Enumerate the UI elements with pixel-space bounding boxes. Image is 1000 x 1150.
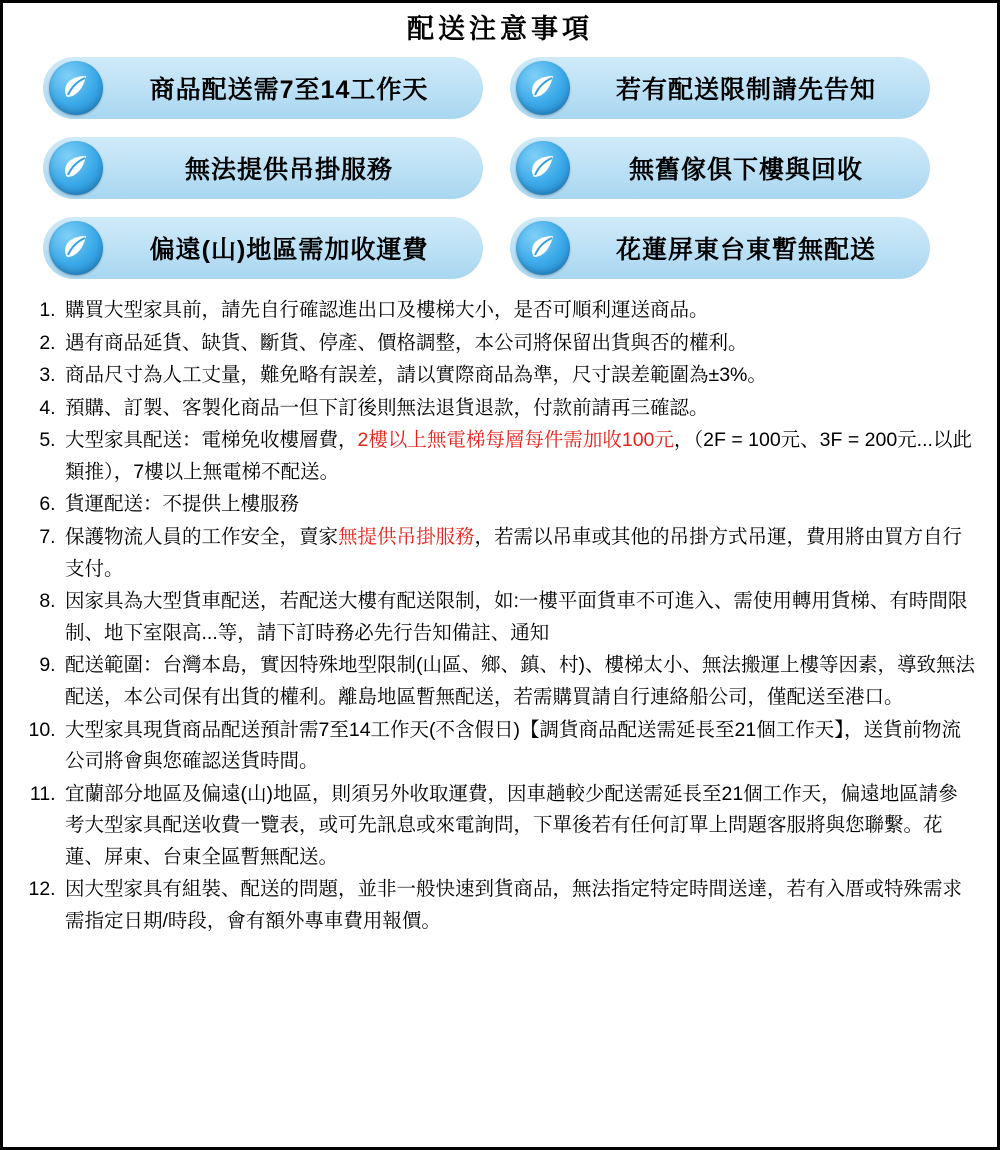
note-text: 遇有商品延貨、缺貨、斷貨、停產、價格調整，本公司將保留出貨與否的權利。	[65, 331, 748, 354]
leaf-check-icon	[516, 221, 570, 275]
note-text: 配送範圍：台灣本島，實因特殊地型限制(山區、鄉、鎮、村)、樓梯太小、無法搬運上樓等因素，導致無法配送，本公司保有出貨的權利。離島地區暫無配送，若需購買請自行連絡船公司，僅配送至港口。	[65, 654, 975, 708]
note-item	[61, 328, 975, 360]
badge-delivery-restriction	[510, 57, 930, 119]
note-item	[61, 295, 975, 327]
note-item	[61, 522, 975, 585]
note-item	[61, 650, 975, 713]
page-title-bar	[3, 3, 997, 49]
badge-remote-area-surcharge	[43, 217, 483, 279]
note-item	[61, 715, 975, 778]
note-text: 商品尺寸為人工丈量，難免略有誤差，請以實際商品為準，尺寸誤差範圍為±3%。	[65, 364, 767, 387]
note-text: 宜蘭部分地區及偏遠(山)地區，則須另外收取運費，因車趟較少配送需延長至21個工作天，偏遠地區請參考大型家具配送收費一覽表，或可先訊息或來電詢問，下單後若有任何訂單上問題客服將與您聯繫。花蓮、屏東、台東全區暫無配送。	[65, 782, 958, 868]
note-text: ，若需以吊車或其他的吊掛方式吊運，費用將由買方自行支付。	[65, 526, 963, 580]
leaf-check-icon	[516, 61, 570, 115]
note-item	[61, 393, 975, 425]
badge-no-old-furniture-removal	[510, 137, 930, 199]
note-item	[61, 779, 975, 874]
highlight-badge-grid	[3, 49, 997, 283]
note-text: 保護物流人員的工作安全，賣家	[65, 526, 339, 549]
note-text: 大型家具配送：電梯免收樓層費，	[65, 429, 358, 452]
leaf-check-icon	[49, 61, 103, 115]
badge-delivery-days	[43, 57, 483, 119]
badge-label: 無法提供吊掛服務	[184, 156, 393, 184]
badge-label: 商品配送需7至14工作天	[149, 76, 429, 104]
note-highlight-text: 無提供吊掛服務	[338, 526, 475, 549]
badge-label: 偏遠(山)地區需加收運費	[149, 236, 429, 264]
note-item	[61, 360, 975, 392]
notes-list	[3, 295, 997, 938]
leaf-check-icon	[516, 141, 570, 195]
note-text: 貨運配送：不提供上樓服務	[65, 493, 300, 516]
badge-label: 花蓮屏東台東暫無配送	[615, 236, 876, 264]
note-text: 因大型家具有組裝、配送的問題，並非一般快速到貨商品，無法指定特定時間送達，若有入厝或特殊需求需指定日期/時段，會有額外專車費用報價。	[65, 878, 963, 932]
note-text: 購買大型家具前，請先自行確認進出口及樓梯大小，是否可順利運送商品。	[65, 299, 709, 321]
leaf-check-icon	[49, 221, 103, 275]
note-text: ，（2F = 100元、3F = 200元...以此類推），7樓以上無電梯不配送。	[65, 429, 972, 483]
note-item	[61, 489, 975, 521]
badge-label: 無舊傢俱下樓與回收	[628, 156, 863, 184]
note-text: 預購、訂製、客製化商品一但下訂後則無法退貨退款，付款前請再三確認。	[65, 396, 709, 419]
note-item	[61, 586, 975, 649]
page-title: 配送注意事項	[407, 13, 593, 44]
leaf-check-icon	[49, 141, 103, 195]
note-item	[61, 874, 975, 937]
badge-no-hoisting	[43, 137, 483, 199]
note-text: 大型家具現貨商品配送預計需7至14工作天(不含假日)【調貨商品配送需延長至21個工作天】，送貨前物流公司將會與您確認送貨時間。	[65, 718, 961, 773]
note-text: 因家具為大型貨車配送，若配送大樓有配送限制，如:一樓平面貨車不可進入、需使用轉用貨梯、有時間限制、地下室限高...等，請下訂時務必先行告知備註、通知	[65, 590, 968, 644]
note-highlight-text: 2樓以上無電梯每層每件需加收100元	[357, 429, 674, 452]
badge-no-delivery-regions	[510, 217, 930, 279]
note-item	[61, 425, 975, 488]
badge-label: 若有配送限制請先告知	[615, 76, 876, 104]
